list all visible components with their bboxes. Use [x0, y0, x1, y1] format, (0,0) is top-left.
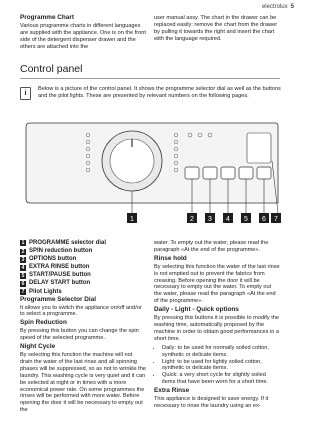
callout-label-3: 3 — [208, 216, 212, 223]
info-note — [20, 86, 282, 100]
info-note-text: Below is a picture of the control panel. It shows the programme selector dial as well as the buttons and the pilot lights. These are presented by relevant numbers on the following pages. — [38, 86, 281, 99]
callout-label-2: 2 — [190, 216, 194, 223]
list-item: • Quick: a very short cycle for slightly soiled items that have been worn for a short time. — [162, 372, 280, 386]
rinse-hold-text: By selecting this function the water of the last rinse is not emptied out to prevent the fabrics from creasing. Before opening the door it will be necessary to empty out the water. To empty out the water, please read the paragraph «At the end of the programme». — [154, 263, 280, 305]
section-divider — [20, 78, 280, 79]
daily-options-text: By pressing this buttons it is possible to modify the washing time, automatically proposed by the machine in order to obtain good performances in a short time. — [154, 315, 280, 342]
selector-dial-text: It allows you to switch the appliance on/off and/or to select a programme. — [20, 304, 142, 318]
night-cycle-text: By selecting this function the machine will not drain the water of the last rinse and all spinning phases will be suppressed, so as not to wrinkle the laundry. This washing cycle is very quiet and it can be selected at night or in times with a more economical power rate. On some programmes the rinses will be performed with more water. Before opening the door it will be necessary to empty out the — [20, 352, 146, 414]
night-cycle-text-cont: water. To empty out the water, please read the paragraph «At the end of the programme». — [154, 240, 269, 253]
section-title: Control panel — [20, 63, 83, 75]
legend-item: 5 START/PAUSE button — [21, 272, 91, 279]
callout-label-5: 5 — [244, 216, 248, 223]
page-number: 5 — [290, 4, 294, 10]
panel-buttons — [185, 167, 271, 179]
legend-item: 4 EXTRA RINSE button — [21, 264, 90, 271]
delay-start-button — [257, 167, 271, 179]
list-item: • Light: to be used for lightly soiled cotton, synthetic or delicate items. — [162, 359, 280, 373]
callout-label-6: 6 — [262, 216, 266, 223]
extra-rinse-heading: Extra Rinse — [154, 387, 190, 395]
daily-options-heading: Daily - Light - Quick options — [154, 306, 239, 314]
panel-callouts — [127, 213, 281, 223]
legend-item: 6 DELAY START button — [21, 280, 91, 287]
night-cycle-heading: Night Cycle — [20, 343, 56, 351]
extra-rinse-text: This appliance is designed to save energy. If it necessary to rinse the laundry using an ex- — [154, 396, 269, 409]
page-header — [262, 4, 294, 10]
controls-description-right — [154, 240, 280, 412]
callout-label-7: 7 — [274, 216, 278, 223]
options-button — [203, 167, 217, 179]
callout-label-4: 4 — [226, 216, 230, 223]
programme-chart-continued — [154, 15, 280, 45]
programme-chart-text-cont: user manual assy. The chart in the drawer can be replaced easily: remove the chart from the drawer by pulling it towards the right and insert the chart with the language required. — [154, 15, 278, 42]
start-pause-button — [239, 167, 253, 179]
legend-item: 2 SPIN reduction button — [21, 248, 93, 255]
spin-reduction-heading: Spin Reduction — [20, 319, 67, 327]
spin-reduction-text: By pressing this button you can change the spin speed of the selected programme. — [20, 328, 139, 342]
legend-item: 1 PROGRAMME selector dial — [21, 240, 107, 247]
display-window — [247, 133, 271, 163]
legend-item: 3 OPTIONS button — [21, 256, 77, 263]
programme-chart-text: Various programme charts in different languages are supplied with the appliance. One is on the front side of the detergent dispenser drawer and the others are attached into the — [20, 22, 146, 50]
spin-button — [185, 167, 199, 179]
legend-list — [20, 240, 146, 295]
programme-chart-section — [20, 15, 146, 53]
controls-description-left — [20, 240, 146, 416]
list-item: • Daily: to be used for normally soiled cotton, synthetic or delicate items. — [162, 345, 280, 359]
info-icon: i — [20, 87, 31, 100]
selector-dial-heading: Programme Selector Dial — [20, 295, 97, 303]
programme-chart-title: Programme Chart — [20, 14, 74, 21]
rinse-hold-heading: Rinse hold — [154, 254, 187, 262]
control-panel-diagram — [20, 121, 282, 233]
legend-item: 7 Pilot Lights — [21, 288, 62, 296]
callout-label-1: 1 — [130, 216, 134, 223]
brand-name: electrolux — [261, 4, 288, 10]
extra-rinse-button — [221, 167, 235, 179]
options-list — [154, 345, 280, 386]
